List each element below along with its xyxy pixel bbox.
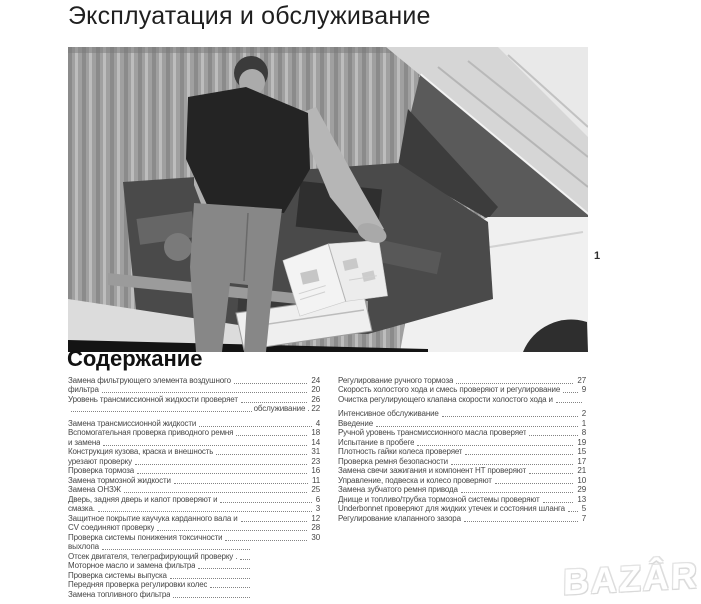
toc-right-column bbox=[338, 375, 586, 599]
toc-entry-page: 16 bbox=[311, 466, 320, 475]
toc-entry-text: Испытание в пробеге bbox=[338, 437, 415, 447]
toc-leader-dots bbox=[173, 597, 250, 598]
toc-leader-dots bbox=[216, 454, 307, 455]
toc-row bbox=[68, 494, 320, 504]
toc-entry-text: Замена тормозной жидкости bbox=[68, 475, 171, 485]
toc-leader-dots bbox=[236, 435, 307, 436]
toc-row bbox=[68, 513, 320, 523]
toc-row bbox=[338, 475, 586, 485]
toc-row bbox=[338, 494, 586, 504]
toc-leader-dots bbox=[124, 492, 308, 493]
toc-leader-dots bbox=[240, 559, 250, 560]
toc-entry-page: 30 bbox=[311, 532, 320, 542]
toc-entry-text: Управление, подвеска и колесо проверяют bbox=[338, 475, 492, 485]
toc-leader-dots bbox=[495, 483, 574, 484]
toc-row bbox=[68, 532, 320, 542]
toc-row bbox=[68, 456, 320, 466]
toc-entry-text: Введение bbox=[338, 418, 374, 428]
toc-entry-text: Проверка тормоза bbox=[68, 466, 135, 475]
toc-entry-text: Интенсивное обслуживание bbox=[338, 409, 439, 418]
toc-entry-page: 22 bbox=[311, 404, 320, 413]
toc-row bbox=[338, 485, 586, 495]
toc-entry-page: 7 bbox=[581, 513, 586, 523]
toc-entry-text: смазка. bbox=[68, 504, 95, 513]
toc-row bbox=[338, 447, 586, 457]
toc-entry-text: урезают проверку bbox=[68, 456, 132, 466]
toc-entry-text: Проверка системы выпуска bbox=[68, 570, 167, 580]
toc-entry-page: 8 bbox=[581, 428, 586, 437]
toc-leader-dots bbox=[465, 454, 573, 455]
toc-entry-page: 18 bbox=[311, 428, 320, 437]
toc-leader-dots bbox=[170, 578, 251, 579]
toc-leader-dots bbox=[241, 402, 308, 403]
toc-entry-page: 13 bbox=[577, 494, 586, 504]
toc-entry-text: Дверь, задняя дверь и капот проверяют и bbox=[68, 494, 218, 504]
toc-leader-dots bbox=[529, 435, 577, 436]
toc-row bbox=[68, 570, 254, 580]
toc-row bbox=[68, 475, 320, 485]
toc-row bbox=[68, 447, 320, 457]
toc-row bbox=[68, 523, 320, 533]
toc-row bbox=[338, 375, 586, 385]
toc-leader-dots bbox=[210, 587, 250, 588]
toc-entry-text: Скорость холостого хода и смесь проверяют и регулирование bbox=[338, 385, 561, 394]
toc-entry-page: 10 bbox=[577, 475, 586, 485]
photo-car-maintenance bbox=[68, 47, 588, 352]
chapter-number: 1 bbox=[594, 250, 601, 262]
toc-entry-text: Очистка регулирующего клапана скорости холостого хода и bbox=[338, 394, 553, 404]
toc-leader-dots bbox=[174, 483, 308, 484]
toc-leader-dots bbox=[568, 511, 578, 512]
toc-entry-text: Защитное покрытие каучука карданного вала и bbox=[68, 513, 238, 523]
toc-leader-dots bbox=[103, 445, 307, 446]
toc-entry-text: Уровень трансмиссионной жидкости проверяет bbox=[68, 394, 238, 404]
toc-row bbox=[338, 394, 586, 404]
toc-entry-page: 6 bbox=[315, 494, 320, 504]
toc-leader-dots bbox=[461, 492, 574, 493]
toc-entry-text: Проверка ремня безопасности bbox=[338, 456, 448, 466]
toc-row bbox=[68, 589, 254, 599]
toc-entry-text: выхлопа bbox=[68, 542, 99, 551]
toc-leader-dots bbox=[563, 392, 578, 393]
toc-entry-text: Underbonnet проверяют для жидких утечек и состояния шланга bbox=[338, 504, 565, 513]
toc-entry-page: 20 bbox=[311, 385, 320, 394]
toc-leader-dots bbox=[220, 502, 311, 503]
toc-entry-text: Замена свечи зажигания и компонент HT проверяют bbox=[338, 466, 526, 475]
toc-leader-dots bbox=[376, 426, 578, 427]
toc-entry-page: 1 bbox=[581, 418, 586, 428]
toc-row bbox=[68, 485, 320, 495]
toc-entry-text: фильтра bbox=[68, 385, 99, 394]
toc-row bbox=[68, 542, 254, 552]
toc-entry-page: 29 bbox=[577, 485, 586, 494]
toc-leader-dots bbox=[241, 521, 308, 522]
toc-leader-dots bbox=[417, 445, 573, 446]
toc-row bbox=[68, 375, 320, 385]
toc-leader-dots bbox=[198, 568, 250, 569]
toc-entry-page: 3 bbox=[315, 504, 320, 513]
toc-leader-dots bbox=[137, 473, 307, 474]
toc-row bbox=[338, 456, 586, 466]
toc-entry-text: Передняя проверка регулировки колес bbox=[68, 580, 208, 589]
toc-row bbox=[68, 418, 320, 428]
toc-entry-text: Замена ОНЗЖ bbox=[68, 485, 121, 494]
toc-entry-page: 31 bbox=[311, 447, 320, 456]
toc-row bbox=[338, 504, 586, 514]
toc-row bbox=[338, 466, 586, 476]
toc-entry-page: 27 bbox=[577, 375, 586, 385]
toc-leader-dots bbox=[442, 416, 578, 417]
toc-leader-dots bbox=[71, 411, 252, 412]
toc-leader-dots bbox=[157, 530, 307, 531]
toc-row bbox=[68, 551, 254, 561]
toc-leader-dots bbox=[199, 426, 312, 427]
toc-row bbox=[68, 561, 254, 571]
toc-entry-page: 14 bbox=[311, 437, 320, 447]
toc-entry-page: 21 bbox=[577, 466, 586, 475]
toc-row bbox=[338, 437, 586, 447]
toc-left-column bbox=[68, 375, 320, 599]
toc-leader-dots bbox=[135, 464, 307, 465]
toc-entry-page: 25 bbox=[311, 485, 320, 494]
toc-entry-text: Замена топливного фильтра bbox=[68, 589, 171, 599]
toc-row bbox=[68, 580, 254, 590]
toc-entry-text: Конструкция кузова, краска и внешность bbox=[68, 447, 214, 456]
toc-row bbox=[68, 466, 320, 476]
toc-row bbox=[68, 428, 320, 438]
toc-entry-page: 12 bbox=[311, 513, 320, 523]
toc-leader-dots bbox=[543, 502, 574, 503]
toc-entry-text: Отсек двигателя, телеграфирующий проверку . bbox=[68, 551, 238, 561]
toc-leader-dots bbox=[102, 549, 251, 550]
toc-entry-page: 23 bbox=[311, 456, 320, 466]
bazar-watermark: BAZÂR bbox=[562, 554, 700, 603]
toc-entry-text: Ручной уровень трансмиссионного масла проверяет bbox=[338, 428, 527, 437]
toc-row bbox=[338, 428, 586, 438]
toc-entry-page: 26 bbox=[311, 394, 320, 404]
toc-row bbox=[338, 513, 586, 523]
toc-leader-dots bbox=[464, 521, 578, 522]
toc-leader-dots bbox=[225, 540, 307, 541]
toc-entry-text: Замена зубчатого ремня привода bbox=[338, 485, 458, 494]
toc-row bbox=[68, 404, 320, 414]
toc-leader-dots bbox=[529, 473, 573, 474]
toc-entry-page: 4 bbox=[315, 418, 320, 428]
toc-entry-text: CV соединяют проверку bbox=[68, 523, 155, 532]
toc-entry-text: Днище и топливо/трубка тормозной системы проверяют bbox=[338, 494, 540, 504]
toc-entry-text: Проверка системы понижения токсичности bbox=[68, 532, 223, 542]
toc-entry-text: Регулирование клапанного зазора bbox=[338, 513, 461, 523]
toc-entry-text: Замена трансмиссионной жидкости bbox=[68, 418, 197, 428]
toc-row bbox=[68, 504, 320, 514]
toc-row bbox=[68, 394, 320, 404]
toc-entry-page: 2 bbox=[581, 409, 586, 418]
toc-leader-dots bbox=[102, 392, 308, 393]
toc-entry-text: Регулирование ручного тормоза bbox=[338, 375, 454, 385]
toc-leader-dots bbox=[556, 402, 582, 403]
toc-entry-page: 15 bbox=[577, 447, 586, 456]
toc-leader-dots bbox=[451, 464, 573, 465]
toc-row bbox=[68, 385, 320, 395]
toc-entry-page: 9 bbox=[581, 385, 586, 394]
toc-leader-dots bbox=[98, 511, 312, 512]
toc-row bbox=[338, 385, 586, 395]
toc-heading: Содержание bbox=[67, 346, 203, 371]
toc-entry-midtext: обслуживание . bbox=[253, 404, 310, 413]
toc-entry-page: 5 bbox=[581, 504, 586, 513]
toc-row bbox=[68, 437, 320, 447]
toc-entry-text: и замена bbox=[68, 437, 101, 447]
toc-entry-page: 17 bbox=[577, 456, 586, 466]
toc-entry-page: 24 bbox=[311, 375, 320, 385]
toc-row bbox=[338, 409, 586, 419]
toc-entry-text: Замена фильтрующего элемента воздушного bbox=[68, 375, 231, 385]
page-title: Эксплуатация и обслуживание bbox=[68, 2, 431, 30]
toc-entry-text: Моторное масло и замена фильтра bbox=[68, 561, 196, 570]
toc-leader-dots bbox=[234, 383, 307, 384]
toc-entry-page: 11 bbox=[311, 475, 320, 485]
toc-row bbox=[338, 418, 586, 428]
toc-entry-page: 28 bbox=[311, 523, 320, 532]
toc-entry-text: Вспомогательная проверка приводного ремня bbox=[68, 428, 234, 437]
toc-entry-text: Плотность гайки колеса проверяет bbox=[338, 447, 463, 456]
table-of-contents bbox=[68, 375, 586, 599]
toc-entry-page: 19 bbox=[577, 437, 586, 447]
toc-leader-dots bbox=[456, 383, 573, 384]
